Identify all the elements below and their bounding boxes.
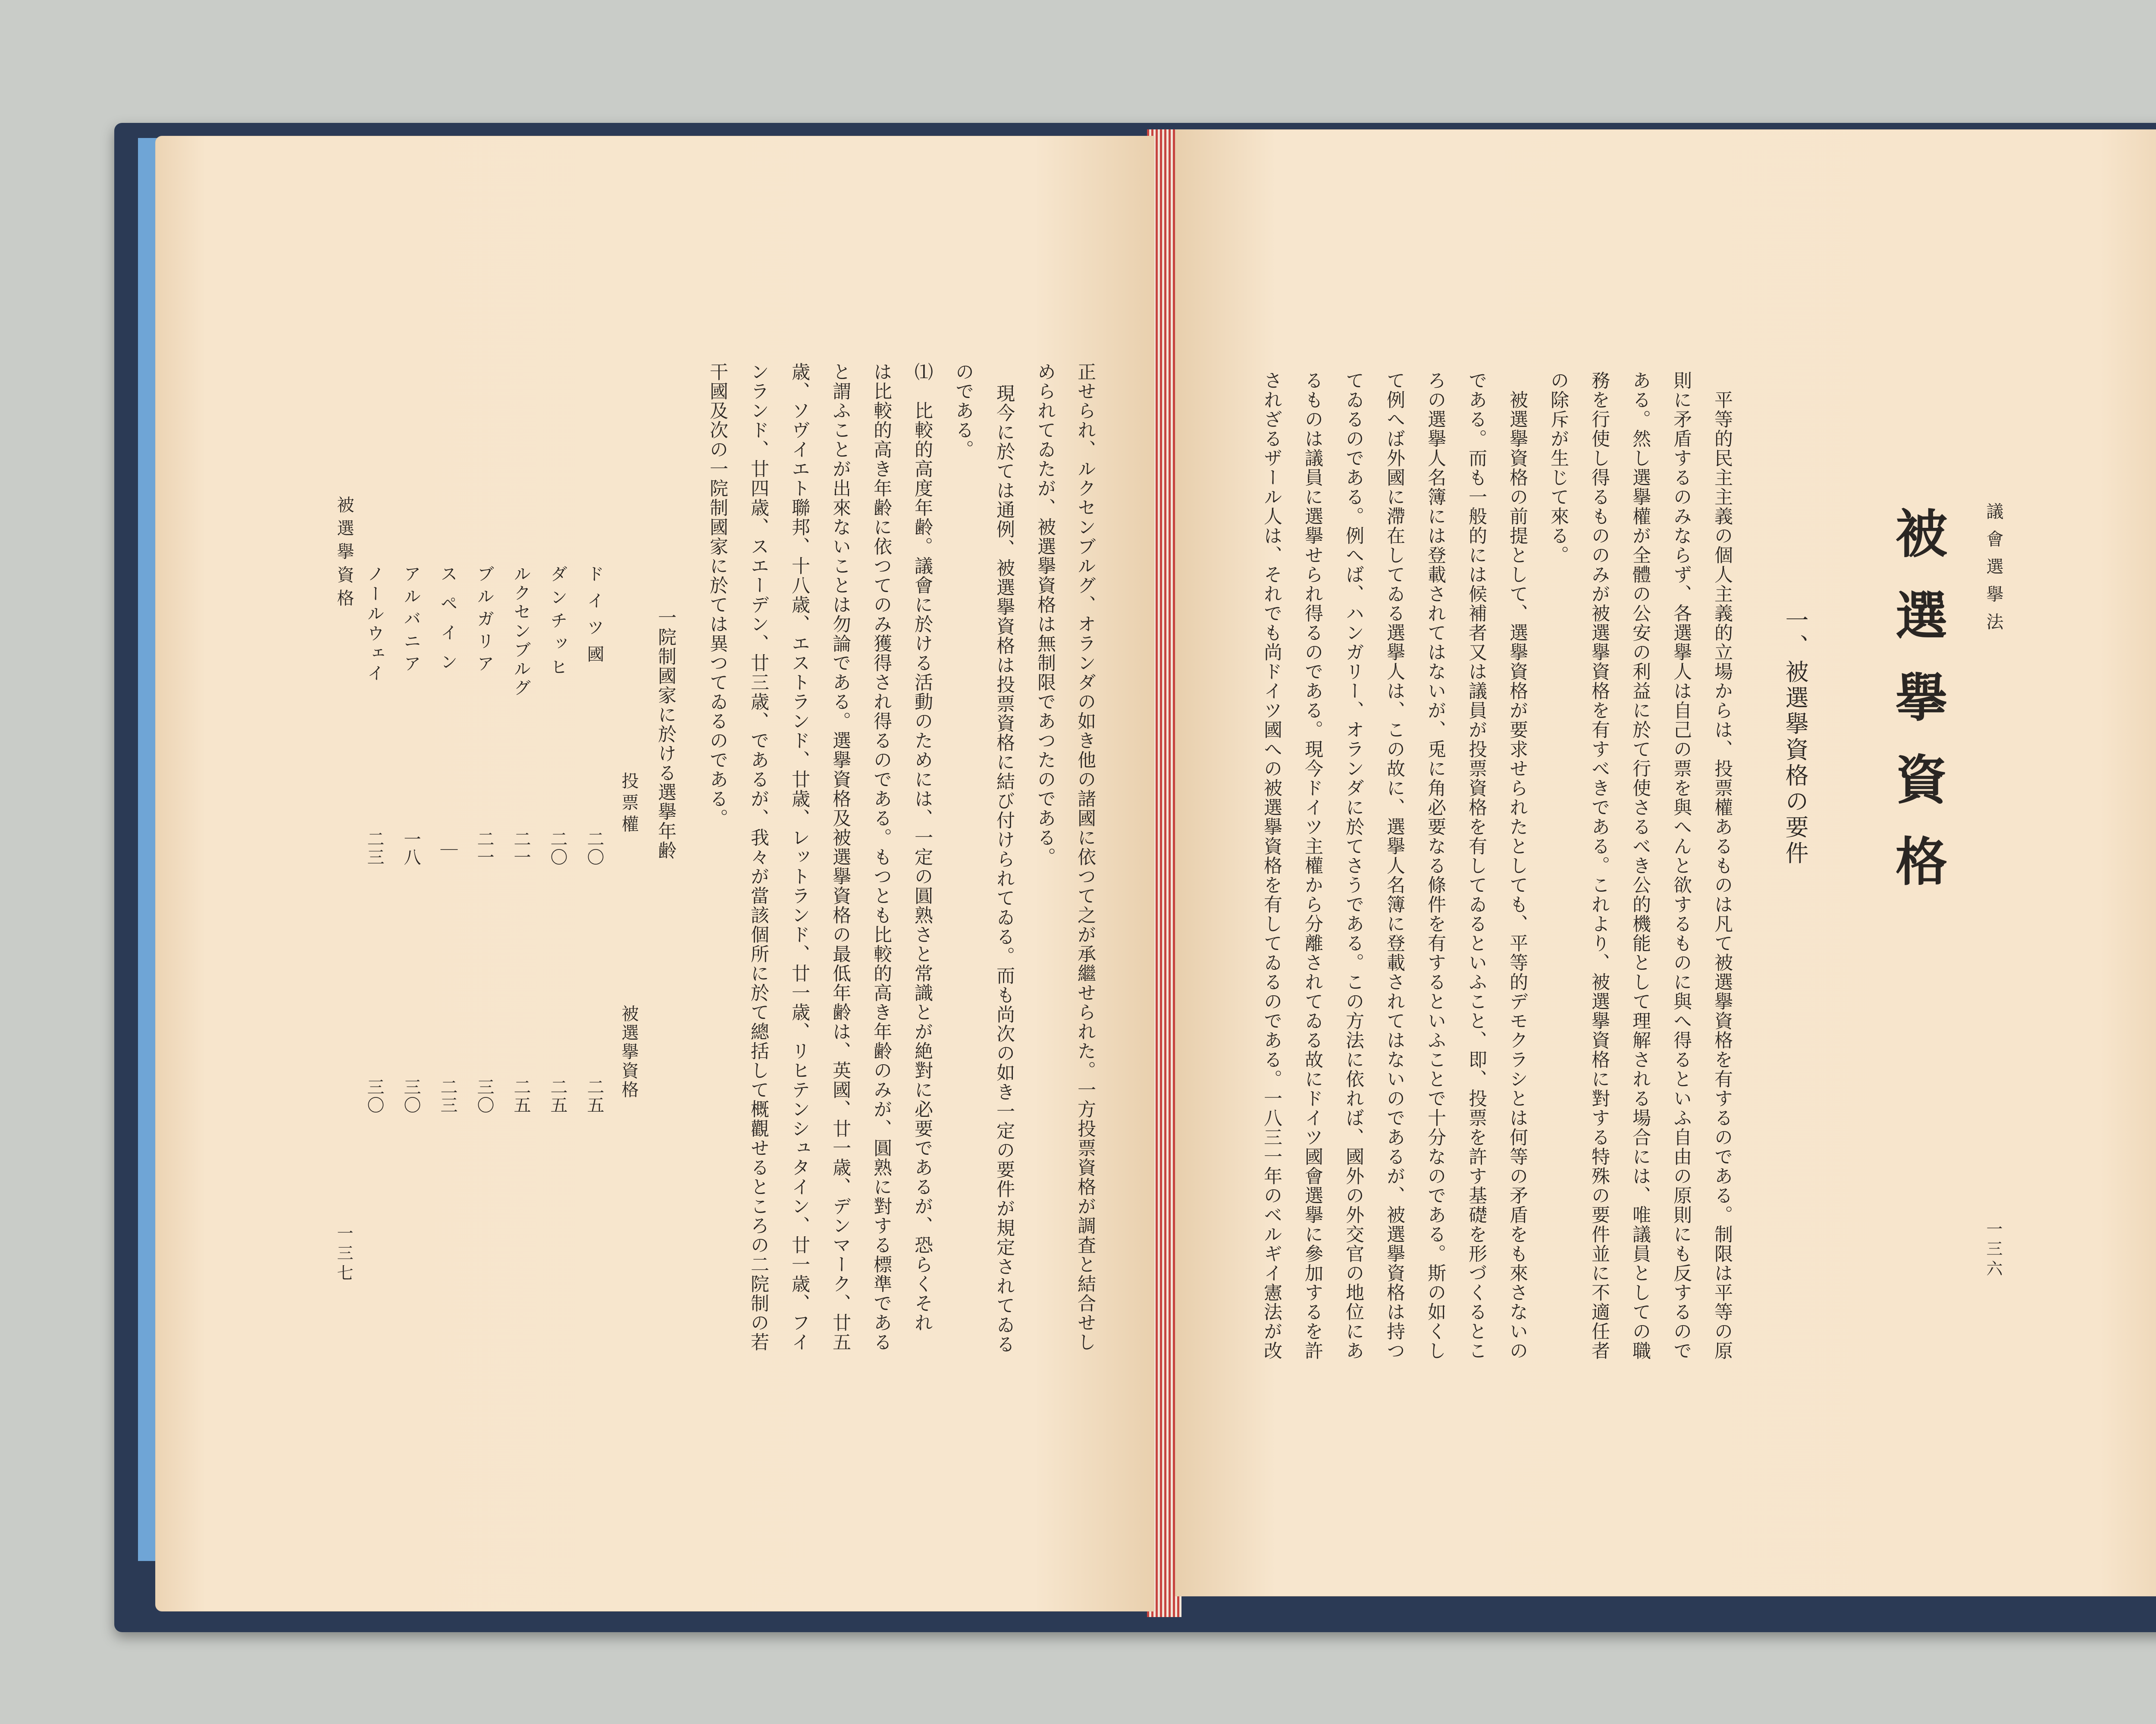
table-row-eligibility: 二五 [511, 1078, 531, 1114]
body-line: められてゐたが、被選擧資格は無制限であつたのである。 [1034, 362, 1056, 867]
body-line: 被選擧資格の前提として、選擧資格が要求せられたとしても、平等的デモクラシとは何等の矛盾をも來さないの [1507, 390, 1528, 1360]
table-row-country: ダンチッヒ [548, 565, 567, 681]
table-row-country: ルクセンブルグ [511, 565, 531, 698]
body-line: るものは議員に選擧せられ得るのである。現今ドイツ主權から分離されてゐる故にドイツ國會選擧に參加するを許 [1302, 371, 1323, 1360]
section-heading: 一、被選擧資格の要件 [1782, 608, 1809, 867]
cover-edge-left [138, 138, 157, 1561]
body-line: 務を行使し得るもののみが被選擧資格を有すべきである。これより、被選擧資格に對する特殊の要件並に不適任者 [1589, 371, 1610, 1360]
table-row-eligibility: 三〇 [364, 1078, 384, 1114]
body-line: ンランド、廿四歳、スエーデン、廿三歳、であるが、我々が當該個所に於て總括して概觀せるところの二院制の若 [748, 362, 769, 1352]
body-line: 現今に於ては通例、被選擧資格は投票資格に結び付けられてゐる。而も尚次の如き一定の要件が規定されてゐる [993, 384, 1015, 1354]
body-line: てゐるのである。例へば、ハンガリー、オランダに於てさうである。この方法に依れば、國外の外交官の地位にあ [1343, 371, 1364, 1360]
body-line: の除斥が生じて來る。 [1548, 371, 1569, 565]
table-row-country: ノールウェイ [364, 565, 384, 684]
table-row-eligibility: 三〇 [474, 1078, 494, 1114]
table-row-vote: 二〇 [548, 830, 567, 866]
table-row-vote: 二〇 [584, 830, 604, 866]
table-row-country: ドイツ國 [584, 565, 604, 672]
body-line: されざるザール人は、それでも尚ドイツ國への被選擧資格を有してゐるのである。一八三一年のベルギイ憲法が改 [1261, 371, 1282, 1360]
table-row-vote: 一八 [401, 830, 421, 866]
table-row-vote: ｜ [438, 841, 458, 859]
running-head-left: 被選擧資格 [334, 496, 354, 612]
body-line: 歳、ソヴイエト聯邦、十八歳、エストランド、廿歳、レットランド、廿一歳、リヒテンシュタイン、廿一歳、フイ [789, 362, 810, 1352]
table-row-vote: 二一 [474, 830, 494, 866]
page-number-left: 一三七 [334, 1225, 353, 1284]
table-row-eligibility: 三〇 [401, 1078, 421, 1114]
table-header-vote: 投票權 [619, 772, 639, 837]
table-caption: 一院制國家に於ける選擧年齢 [655, 608, 677, 860]
body-line: 平等的民主主義の個人主義的立場からは、投票權あるものは凡て被選擧資格を有するのである。制限は平等の原 [1711, 390, 1733, 1360]
running-head-right: 議會選擧法 [1984, 502, 2003, 640]
body-line: のである。 [953, 362, 974, 459]
table-row-eligibility: 二五 [584, 1078, 604, 1114]
table-row-vote: 二一 [511, 830, 531, 866]
body-line: て例へば外國に滯在してゐる選擧人は、この故に、選擧人名簿に登載されてはないのであるが、被選擧資格は持つ [1384, 371, 1405, 1360]
table-row-country: アルバニア [401, 565, 421, 677]
body-line: 正せられ、ルクセンブルグ、オランダの如き他の諸國に依つて之が承繼せられた。一方投票資格が調査と結合せし [1075, 362, 1096, 1352]
table-header-eligibility: 被選擧資格 [619, 1005, 639, 1100]
body-line: と謂ふことが出來ないことは勿論である。選擧資格及被選擧資格の最低年齢は、英國、廿一歳、デンマーク、廿五 [830, 362, 851, 1352]
chapter-title: 被選擧資格 [1887, 507, 1948, 916]
body-line: ある。然し選擧權が全體の公安の利益に於て行使さるべき公的機能として理解される場合には、唯議員としての職 [1630, 371, 1651, 1360]
body-line: 則に矛盾するのみならず、各選擧人は自己の票を與へんと欲するものに與へ得るといふ自由の原則にも反するので [1670, 371, 1692, 1360]
table-row-eligibility: 二五 [548, 1078, 567, 1114]
table-row-eligibility: 二三 [438, 1078, 458, 1114]
body-line: である。而も一般的には候補者又は議員が投票資格を有してゐるといふこと、即、投票を許す基礎を形づくるとこ [1466, 371, 1487, 1360]
body-line: ⑴ 比較的高度年齢。議會に於ける活動のためには、一定の圓熟さと常識とが絶對に必要であるが、恐らくそれ [912, 362, 933, 1332]
body-line: ろの選擧人名簿には登載されてはないが、兎に角必要なる條件を有するといふことで十分なのである。斯の如くし [1425, 371, 1446, 1360]
page-number-right: 一三六 [1984, 1220, 2002, 1280]
body-line: 干國及次の一院制國家に於ては異つてゐるのである。 [707, 362, 728, 828]
table-row-country: スペイン [438, 565, 458, 682]
table-row-country: ブルガリア [474, 565, 494, 677]
body-line: は比較的高き年齢に依つてのみ獲得され得るのである。もつとも比較的高き年齢のみが、圓熟に對する標準である [871, 362, 892, 1352]
table-row-vote: 二三 [364, 830, 384, 866]
